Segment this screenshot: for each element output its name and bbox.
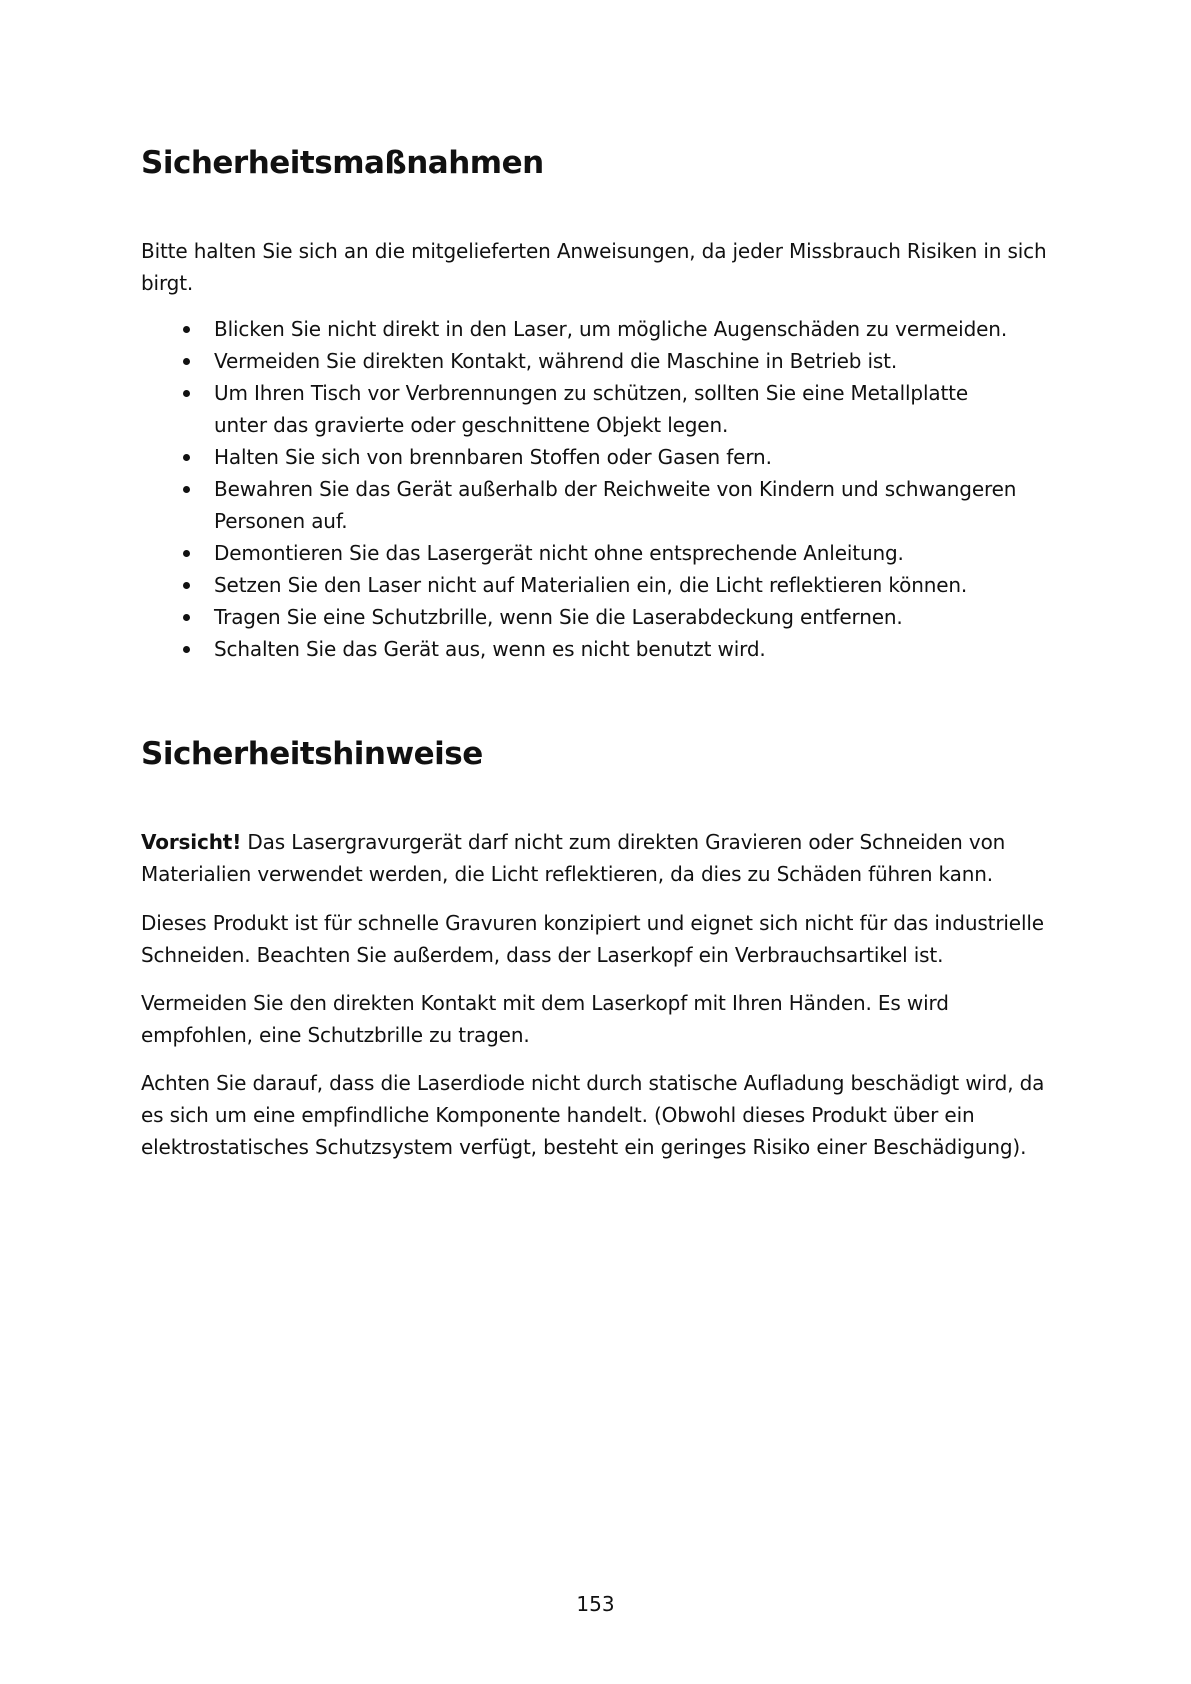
page-number: 153 xyxy=(576,1592,615,1616)
list-item xyxy=(141,633,1061,665)
intro-paragraph: Bitte halten Sie sich an die mitgelieferten Anweisungen, da jeder Missbrauch Risiken in sich birgt. xyxy=(141,239,1047,295)
list-item xyxy=(141,569,1061,601)
list-item xyxy=(141,313,1061,345)
list-item-text: Bewahren Sie das Gerät außerhalb der Reichweite von Kindern und schwangeren Personen auf. xyxy=(214,477,1017,533)
bullet-icon xyxy=(183,454,190,461)
caution-label: Vorsicht! xyxy=(141,830,242,854)
paragraph-contact: Vermeiden Sie den direkten Kontakt mit dem Laserkopf mit Ihren Händen. Es wird empfohlen, eine Schutzbrille zu tragen. xyxy=(141,991,949,1047)
list-item xyxy=(141,441,1061,473)
section-heading-sicherheitsmassnahmen: Sicherheitsmaßnahmen xyxy=(141,145,544,181)
list-item-text: Schalten Sie das Gerät aus, wenn es nicht benutzt wird. xyxy=(214,637,766,661)
list-item-text: Halten Sie sich von brennbaren Stoffen oder Gasen fern. xyxy=(214,445,772,469)
list-item-text: Demontieren Sie das Lasergerät nicht ohne entsprechende Anleitung. xyxy=(214,541,904,565)
caution-text: Das Lasergravurgerät darf nicht zum direkten Gravieren oder Schneiden von Materialien verwendet werden, die Licht reflektieren, da dies zu Schäden führen kann. xyxy=(141,830,1006,886)
list-item-text: Tragen Sie eine Schutzbrille, wenn Sie die Laserabdeckung entfernen. xyxy=(214,605,903,629)
caution-paragraph xyxy=(141,826,1061,890)
bullet-icon xyxy=(183,390,190,397)
list-item xyxy=(141,473,1061,537)
safety-measures-list xyxy=(141,313,1061,665)
list-item-text: Blicken Sie nicht direkt in den Laser, um mögliche Augenschäden zu vermeiden. xyxy=(214,317,1008,341)
section-heading-sicherheitshinweise: Sicherheitshinweise xyxy=(141,736,483,772)
paragraph-static: Achten Sie darauf, dass die Laserdiode nicht durch statische Aufladung beschädigt wird, da es sich um eine empfindliche Komponente handelt. (Obwohl dieses Produkt über ein elektrostatisches Schutzsystem verfügt, besteht ein geringes Risiko einer Beschädigung). xyxy=(141,1071,1045,1159)
bullet-icon xyxy=(183,550,190,557)
list-item xyxy=(141,601,1061,633)
bullet-icon xyxy=(183,326,190,333)
list-item xyxy=(141,377,1061,441)
list-item xyxy=(141,345,1061,377)
bullet-icon xyxy=(183,358,190,365)
bullet-icon xyxy=(183,486,190,493)
bullet-icon xyxy=(183,614,190,621)
bullet-icon xyxy=(183,646,190,653)
list-item-text: Vermeiden Sie direkten Kontakt, während die Maschine in Betrieb ist. xyxy=(214,349,898,373)
list-item-text: Um Ihren Tisch vor Verbrennungen zu schützen, sollten Sie eine Metallplatte unter das gravierte oder geschnittene Objekt legen. xyxy=(214,381,969,437)
bullet-icon xyxy=(183,582,190,589)
paragraph-industrial: Dieses Produkt ist für schnelle Gravuren konzipiert und eignet sich nicht für das industrielle Schneiden. Beachten Sie außerdem, dass der Laserkopf ein Verbrauchsartikel ist. xyxy=(141,911,1044,967)
list-item-text: Setzen Sie den Laser nicht auf Materialien ein, die Licht reflektieren können. xyxy=(214,573,968,597)
list-item xyxy=(141,537,1061,569)
